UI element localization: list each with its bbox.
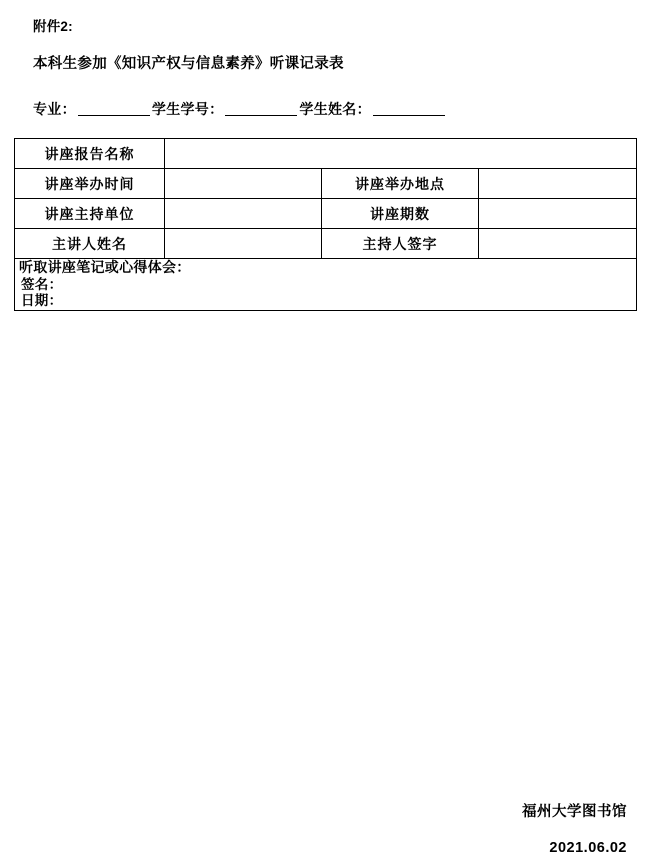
footer-organization: 福州大学图书馆 [522,804,627,820]
major-label: 专业： [33,101,76,117]
notes-signature-label: 签名： [21,276,63,292]
table-row [15,169,637,199]
row-label-host-signature: 主持人签字 [322,229,479,259]
student-id-label: 学生学号： [151,101,224,117]
table-row [15,229,637,259]
header-fields-line [33,99,447,119]
row-label-lecture-place: 讲座举办地点 [322,169,479,199]
row-label-lecture-name: 讲座报告名称 [15,139,165,169]
student-name-input[interactable] [373,115,445,116]
row-label-host-unit: 讲座主持单位 [15,199,165,229]
notes-date-label: 日期： [21,293,63,309]
row-value-session-number[interactable] [479,199,637,229]
row-value-lecture-place[interactable] [479,169,637,199]
table-row [15,139,637,169]
row-label-lecture-time: 讲座举办时间 [15,169,165,199]
row-value-lecture-name[interactable] [165,139,637,169]
table-row-notes [15,259,637,311]
attachment-label: 附件2: [33,19,73,34]
row-value-speaker-name[interactable] [165,229,322,259]
page-title: 本科生参加《知识产权与信息素养》听课记录表 [33,56,344,72]
major-input[interactable] [78,115,150,116]
notes-cell[interactable] [15,259,637,311]
lecture-record-table [14,138,637,311]
table-row [15,199,637,229]
row-value-host-unit[interactable] [165,199,322,229]
footer-date: 2021.06.02 [549,840,627,856]
row-label-session-number: 讲座期数 [322,199,479,229]
row-value-host-signature[interactable] [479,229,637,259]
notes-heading: 听取讲座笔记或心得体会： [19,259,191,275]
student-id-input[interactable] [225,115,297,116]
row-value-lecture-time[interactable] [165,169,322,199]
row-label-speaker-name: 主讲人姓名 [15,229,165,259]
student-name-label: 学生姓名： [299,101,371,117]
